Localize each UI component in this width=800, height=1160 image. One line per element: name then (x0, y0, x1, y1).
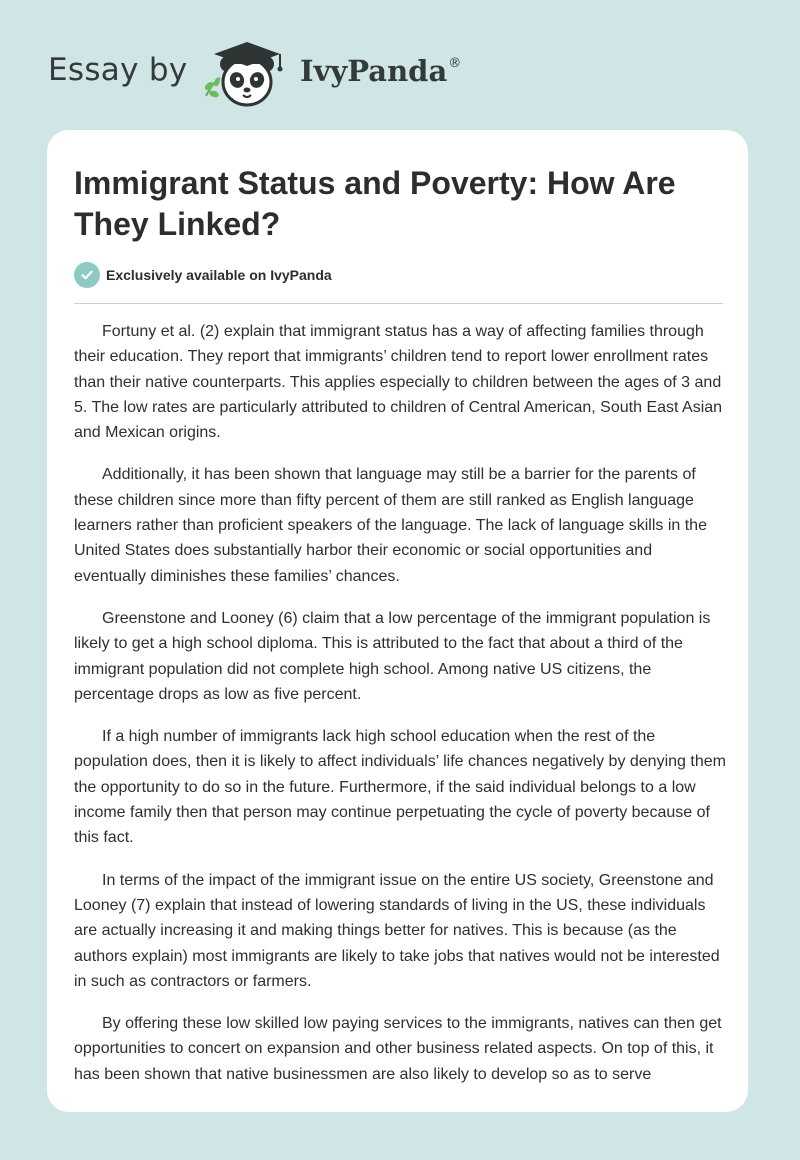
exclusive-badge-label: Exclusively available on IvyPanda (106, 267, 332, 283)
essay-by-label: Essay by (48, 52, 188, 88)
paragraph: Additionally, it has been shown that language may still be a barrier for the parents of these children since more than fifty percent of them are still ranked as English language learners rather than proficient speakers of the language. The lack of language skills in the United States does substantially harbor their economic or social opportunities and eventually diminishes these families’ chances. (74, 466, 707, 585)
essay-card (47, 130, 748, 1112)
panda-graduate-icon[interactable] (200, 38, 292, 110)
brand-logo[interactable] (300, 54, 461, 88)
essay-title: Immigrant Status and Poverty: How Are They Linked? (74, 165, 676, 242)
divider (74, 303, 723, 304)
registered-mark: ® (448, 56, 462, 71)
check-circle-icon (74, 262, 100, 288)
essay-body (74, 319, 726, 1104)
paragraph: In terms of the impact of the immigrant issue on the entire US society, Greenstone and Looney (7) explain that instead of lowering standards of living in the US, these individuals are actually increasing it and making things better for natives. This is because (as the authors explain) most immigrants are likely to take jobs that natives would not be interested in such as contractors or farmers. (74, 871, 720, 990)
paragraph: Fortuny et al. (2) explain that immigrant status has a way of affecting families through their education. They report that immigrants’ children tend to report lower enrollment rates than their native counterparts. This applies especially to children between the ages of 3 and 5. The low rates are particularly attributed to children of Central American, South East Asian and Mexican origins. (74, 323, 723, 442)
brand-name: IvyPanda (300, 54, 448, 88)
exclusive-badge (74, 262, 332, 288)
site-header (48, 34, 508, 110)
paragraph: Greenstone and Looney (6) claim that a low percentage of the immigrant population is likely to get a high school diploma. This is attributed to the fact that about a third of the immigrant population did not complete high school. Among native US citizens, the percentage drops as low as five percent. (74, 609, 711, 703)
paragraph: By offering these low skilled low paying services to the immigrants, natives can then get opportunities to concert on expansion and other business related aspects. On top of this, it has been shown that native businessmen are also likely to develop so as to serve (74, 1015, 722, 1083)
paragraph: If a high number of immigrants lack high school education when the rest of the population does, then it is likely to affect individuals’ life chances negatively by denying them the opportunity to do so in the future. Furthermore, if the said individual belongs to a low income family then that person may continue perpetuating the cycle of poverty because of this fact. (74, 728, 726, 847)
